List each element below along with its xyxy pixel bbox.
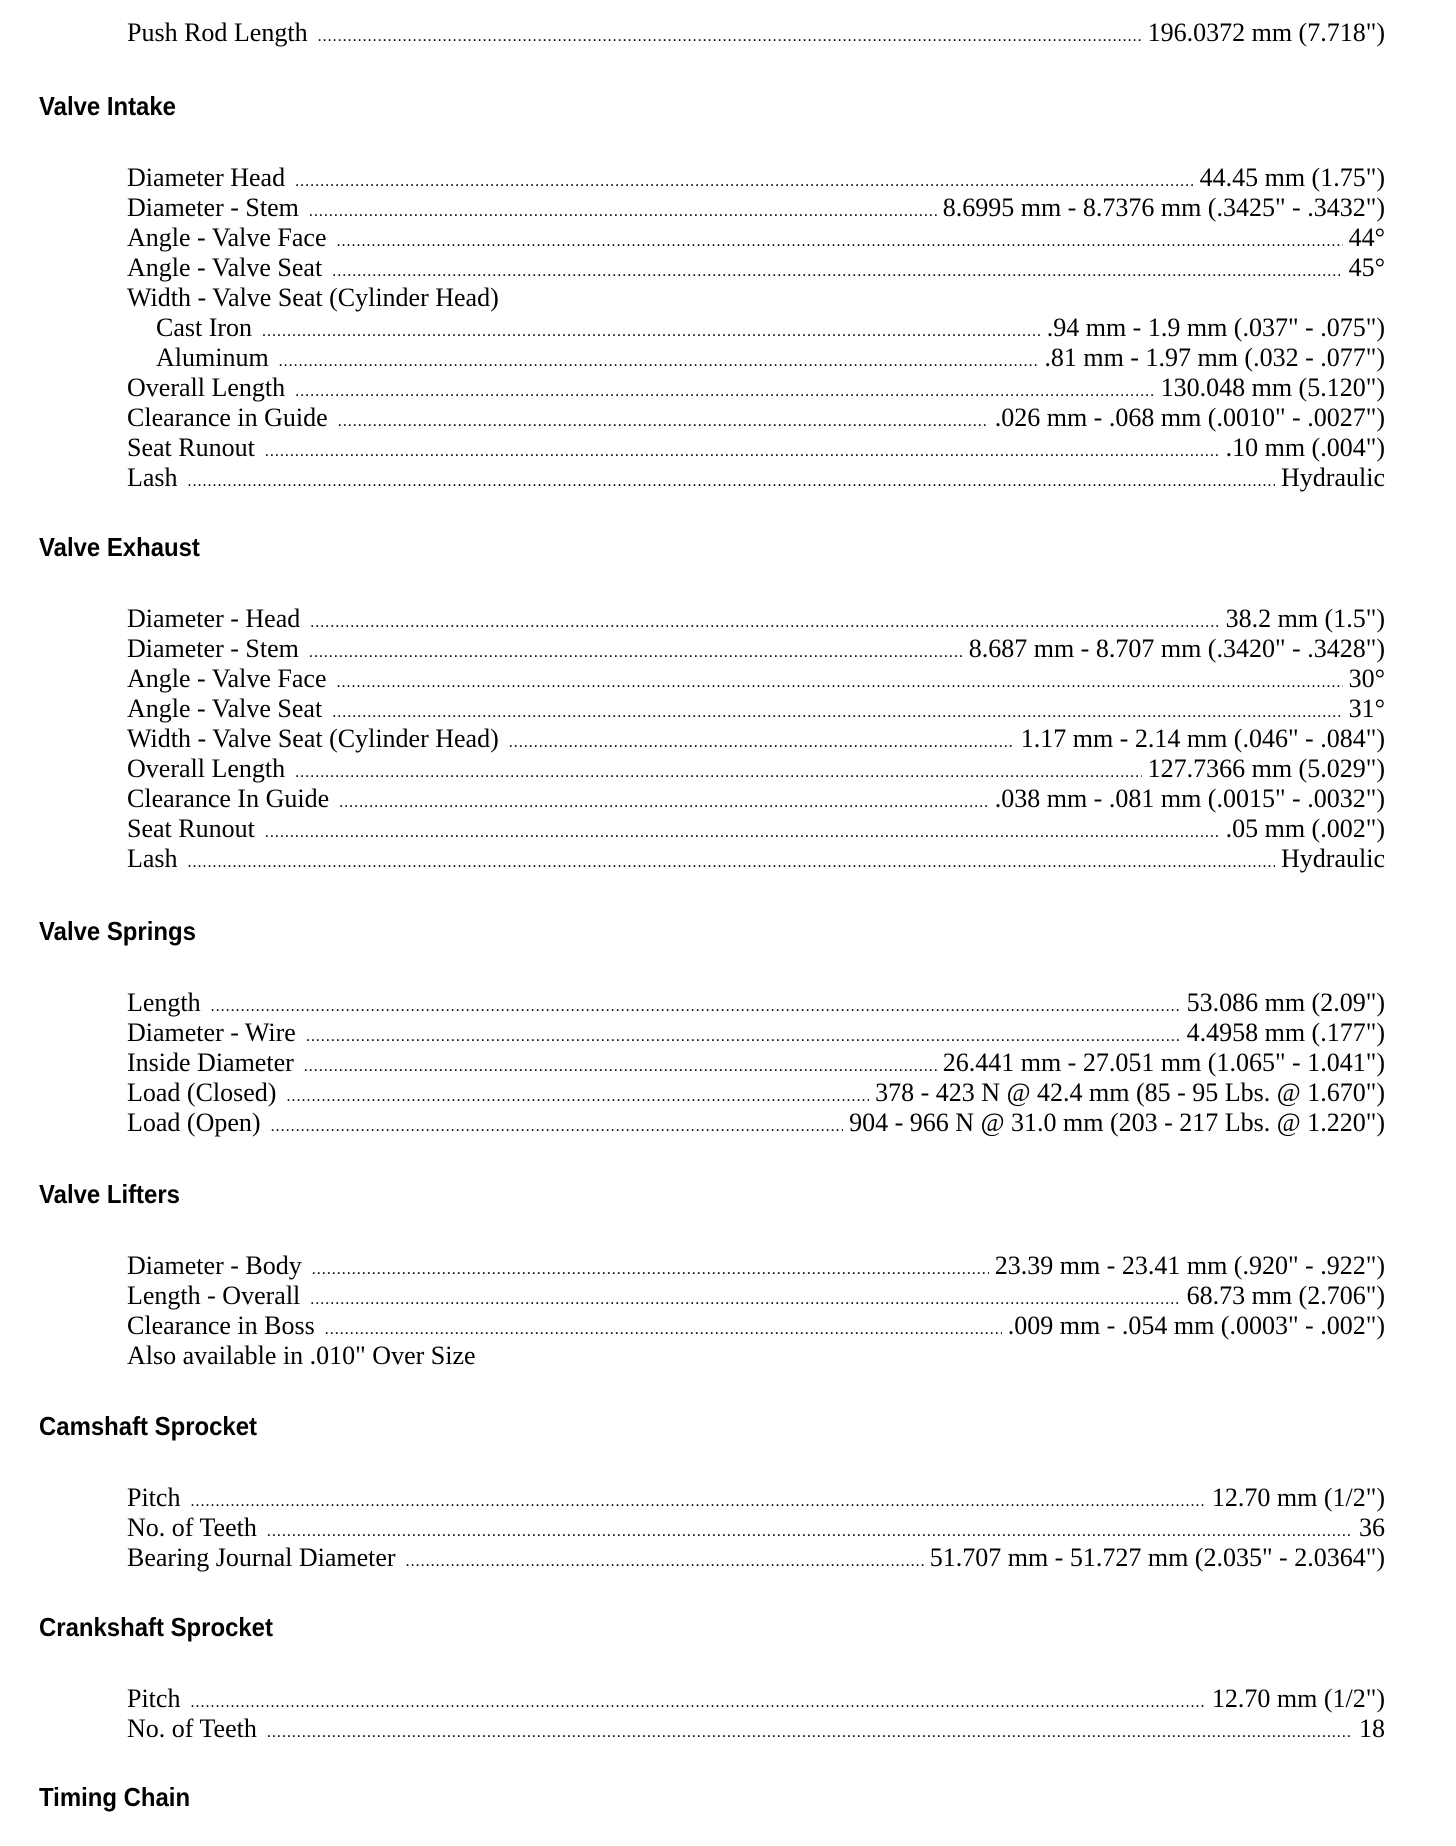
section-heading: Timing Chain [39, 1782, 191, 1812]
spec-label: Diameter - Body [127, 1251, 302, 1280]
spec-value: .038 mm - .081 mm (.0015" - .0032") [994, 784, 1385, 813]
spec-label: Angle - Valve Seat [127, 253, 323, 282]
spec-value: .10 mm (.004") [1225, 433, 1385, 462]
spec-label: Lash [127, 844, 178, 873]
spec-row [127, 373, 1385, 403]
dot-leader [267, 1718, 1353, 1748]
dot-leader [406, 1547, 924, 1577]
spec-row [127, 754, 1385, 784]
spec-label: Angle - Valve Face [127, 223, 327, 252]
spec-label: Inside Diameter [127, 1048, 294, 1077]
spec-label: Lash [127, 463, 178, 492]
spec-value: 904 - 966 N @ 31.0 mm (203 - 217 Lbs. @ 1.220") [849, 1108, 1385, 1137]
spec-label: Angle - Valve Seat [127, 694, 323, 723]
spec-label: Pitch [127, 1483, 181, 1512]
spec-value: Hydraulic [1281, 844, 1385, 873]
spec-value: 44.45 mm (1.75") [1199, 163, 1385, 192]
spec-row [127, 1483, 1385, 1513]
spec-label: Seat Runout [127, 433, 255, 462]
section-heading: Crankshaft Sprocket [39, 1612, 273, 1642]
spec-value: 45° [1348, 253, 1385, 282]
spec-value: 196.0372 mm (7.718") [1147, 18, 1385, 47]
spec-label: Width - Valve Seat (Cylinder Head) [127, 283, 499, 312]
spec-row [156, 343, 1385, 373]
spec-value: 36 [1359, 1513, 1385, 1542]
spec-value: 30° [1348, 664, 1385, 693]
spec-label: Also available in .010" Over Size [127, 1341, 476, 1370]
dot-leader [188, 467, 1275, 497]
spec-value: 18 [1359, 1714, 1385, 1743]
spec-row [127, 988, 1385, 1018]
spec-row [127, 163, 1385, 193]
spec-label: Bearing Journal Diameter [127, 1543, 396, 1572]
spec-label: Length [127, 988, 201, 1017]
spec-label: Clearance in Guide [127, 403, 328, 432]
spec-label: No. of Teeth [127, 1714, 257, 1743]
spec-value: .94 mm - 1.9 mm (.037" - .075") [1046, 313, 1385, 342]
spec-label: Load (Open) [127, 1108, 261, 1137]
section-heading: Valve Intake [39, 91, 176, 121]
spec-value: 12.70 mm (1/2") [1211, 1684, 1385, 1713]
spec-row [127, 634, 1385, 664]
spec-value: 23.39 mm - 23.41 mm (.920" - .922") [994, 1251, 1385, 1280]
dot-leader [318, 22, 1142, 52]
spec-value: .026 mm - .068 mm (.0010" - .0027") [994, 403, 1385, 432]
spec-row [127, 1281, 1385, 1311]
spec-value: .81 mm - 1.97 mm (.032 - .077") [1044, 343, 1385, 372]
spec-label: Cast Iron [156, 313, 253, 342]
spec-label: Diameter - Stem [127, 634, 299, 663]
spec-label: Load (Closed) [127, 1078, 277, 1107]
spec-label: Overall Length [127, 754, 286, 783]
spec-value: 8.687 mm - 8.707 mm (.3420" - .3428") [968, 634, 1385, 663]
spec-label: Angle - Valve Face [127, 664, 327, 693]
spec-row [127, 1078, 1385, 1108]
spec-value: 38.2 mm (1.5") [1225, 604, 1385, 633]
spec-label: Diameter - Wire [127, 1018, 296, 1047]
spec-row [127, 1018, 1385, 1048]
spec-value: .05 mm (.002") [1225, 814, 1385, 843]
spec-value: 8.6995 mm - 8.7376 mm (.3425" - .3432") [942, 193, 1385, 222]
spec-label: Pitch [127, 1684, 181, 1713]
spec-row [127, 18, 1385, 48]
spec-label: Overall Length [127, 373, 286, 402]
spec-label: Clearance in Boss [127, 1311, 315, 1340]
spec-value: 127.7366 mm (5.029") [1147, 754, 1385, 783]
spec-row [127, 1684, 1385, 1714]
spec-label: Push Rod Length [127, 18, 308, 47]
section-heading: Valve Exhaust [39, 532, 200, 562]
section-heading: Valve Springs [39, 916, 196, 946]
spec-row [127, 403, 1385, 433]
spec-row [127, 463, 1385, 493]
spec-value: 51.707 mm - 51.727 mm (2.035" - 2.0364") [929, 1543, 1385, 1572]
spec-row [127, 604, 1385, 634]
spec-label: Diameter Head [127, 163, 286, 192]
spec-row [127, 1311, 1385, 1341]
section-heading: Camshaft Sprocket [39, 1411, 258, 1441]
spec-row [127, 223, 1385, 253]
spec-row [127, 1714, 1385, 1744]
spec-label: Diameter - Head [127, 604, 301, 633]
spec-row [127, 844, 1385, 874]
spec-row [127, 1048, 1385, 1078]
spec-row [127, 694, 1385, 724]
spec-value: Hydraulic [1281, 463, 1385, 492]
spec-row [127, 1543, 1385, 1573]
spec-value: .009 mm - .054 mm (.0003" - .002") [1007, 1311, 1385, 1340]
spec-row [127, 1513, 1385, 1543]
spec-value: 53.086 mm (2.09") [1186, 988, 1385, 1017]
spec-value: 12.70 mm (1/2") [1211, 1483, 1385, 1512]
spec-label: Length - Overall [127, 1281, 301, 1310]
spec-value: 26.441 mm - 27.051 mm (1.065" - 1.041") [942, 1048, 1385, 1077]
dot-leader [271, 1112, 844, 1142]
section-heading: Valve Lifters [39, 1179, 180, 1209]
spec-row [127, 253, 1385, 283]
spec-row [127, 724, 1385, 754]
spec-row [156, 313, 1385, 343]
spec-row [127, 814, 1385, 844]
spec-row [127, 664, 1385, 694]
spec-value: 130.048 mm (5.120") [1160, 373, 1385, 402]
spec-label: Clearance In Guide [127, 784, 330, 813]
spec-label: Seat Runout [127, 814, 255, 843]
spec-label: Diameter - Stem [127, 193, 299, 222]
spec-row [127, 193, 1385, 223]
spec-row [127, 1341, 1385, 1371]
spec-value: 4.4958 mm (.177") [1186, 1018, 1385, 1047]
spec-value: 378 - 423 N @ 42.4 mm (85 - 95 Lbs. @ 1.670") [875, 1078, 1385, 1107]
spec-label: Width - Valve Seat (Cylinder Head) [127, 724, 499, 753]
spec-value: 68.73 mm (2.706") [1186, 1281, 1385, 1310]
spec-row [127, 1108, 1385, 1138]
spec-row [127, 433, 1385, 463]
spec-row [127, 283, 1385, 313]
spec-value: 1.17 mm - 2.14 mm (.046" - .084") [1020, 724, 1385, 753]
dot-leader [188, 848, 1275, 878]
spec-row [127, 1251, 1385, 1281]
spec-label: No. of Teeth [127, 1513, 257, 1542]
spec-value: 44° [1348, 223, 1385, 252]
spec-value: 31° [1348, 694, 1385, 723]
spec-label: Aluminum [156, 343, 269, 372]
spec-row [127, 784, 1385, 814]
